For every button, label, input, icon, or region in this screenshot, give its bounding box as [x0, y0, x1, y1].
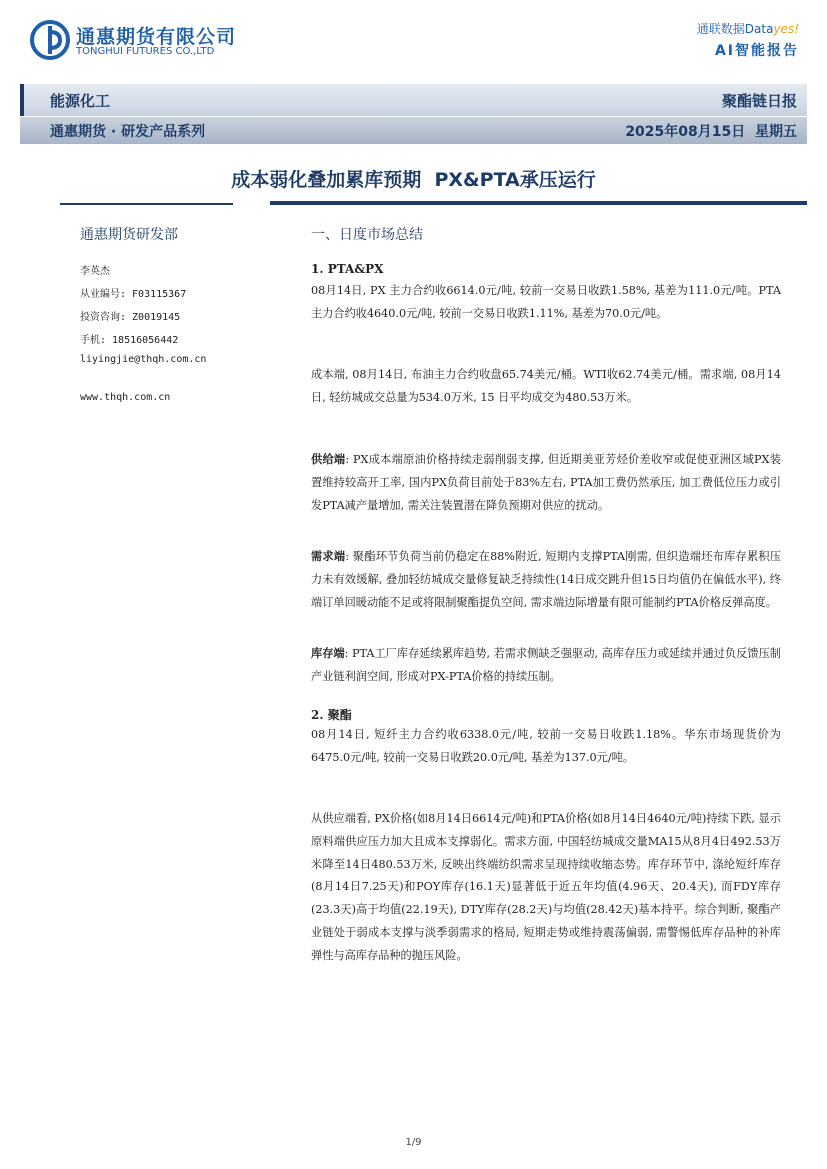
analyst-phone: 手机: 18516056442 [80, 335, 179, 346]
analyst-consult-id: 投资咨询: Z0019145 [80, 312, 181, 323]
report-title: 成本弱化叠加累库预期 PX&PTA承压运行 [231, 169, 596, 191]
report-type-label: 聚酯链日报 [721, 92, 797, 110]
page-number: 1/9 [405, 1137, 422, 1148]
paragraph-cost-demand: 成本端, 08月14日, 布油主力合约收盘65.74美元/桶。WTI收62.74美元/桶。需求端, 08月14日, 轻纺城成交总量为534.0万米, 15 日平均成交为480.53万米。 [311, 368, 781, 404]
paragraph-staple-fiber: 08月14日, 短纤主力合约收6338.0元/吨, 较前一交易日收跌1.18%。华东市场现货价为6475.0元/吨, 较前一交易日收跌20.0元/吨, 基差为137.0元/吨。 [311, 728, 781, 764]
subheading-pta-px: 1. PTA&PX [311, 262, 384, 276]
inventory-lead: 库存端 [311, 646, 345, 660]
datayes-logo [697, 20, 799, 37]
company-name-en: TONGHUI FUTURES CO.,LTD [76, 46, 215, 57]
analyst-name: 李英杰 [80, 266, 110, 277]
paragraph-inventory [311, 642, 781, 689]
series-label: 通惠期货 · 研发产品系列 [50, 124, 206, 140]
supply-text: : PX成本端原油价格持续走弱削弱支撑, 但近期美亚芳烃价差收窄或促使亚洲区域PX装置维持较高开工率, 国内PX负荷目前处于83%左右, PTA加工费仍然承压, 加工费低位压力或引发PTA减产量增加, 需关注装置潜在降负预期对供应的扰动。 [311, 453, 781, 512]
subheading-polyester: 2. 聚酯 [311, 708, 352, 722]
paragraph-analysis: 从供应端看, PX价格(如8月14日6614元/吨)和PTA价格(如8月14日4640元/吨)持续下跌, 显示原料端供应压力加大且成本支撑弱化。需求方面, 中国轻纺城成交量MA15从8月4日492.53万米降至14日480.53万米, 反映出终端纺织需求呈现持续收缩态势。库存环节中, 涤纶短纤库存(8月14日7.25天)和POY库存(16.1天)显著低于近五年均值(4.96天、20.4天), 而FDY库存(23.3天)高于均值(22.19天), DTY库存(28.2天)与均值(28.42天)基本持平。综合判断, 聚酯产业链处于弱成本支撑与淡季弱需求的格局, 短期走势或维持震荡偏弱, 需警惕低库存品种的补库弹性与高库存品种的抛压风险。 [311, 812, 781, 962]
demand-text: : 聚酯环节负荷当前仍稳定在88%附近, 短期内支撑PTA刚需, 但织造端坯布库存累积压力未有效缓解, 叠加轻纺城成交量修复缺乏持续性(14日成交跳升但15日均值仍在偏低水平), 终端订单回暖动能不足或将限制聚酯提负空间, 需求端边际增量有限可能制约PTA价格反弹高度。 [311, 550, 781, 609]
company-logo-icon [30, 20, 70, 60]
supply-lead: 供给端 [311, 452, 346, 466]
paragraph-futures: 08月14日, PX 主力合约收6614.0元/吨, 较前一交易日收跌1.58%, 基差为111.0元/吨。PTA 主力合约收4640.0元/吨, 较前一交易日收跌1.11%, 基差为70.0元/吨。 [311, 284, 781, 320]
sector-label: 能源化工 [50, 92, 111, 110]
paragraph-supply [311, 448, 781, 517]
report-date: 2025年08月15日 星期五 [625, 124, 797, 140]
datayes-suffix: yes! [773, 22, 799, 36]
company-name-cn: 通惠期货有限公司 [76, 26, 237, 48]
sector-band [20, 84, 807, 116]
main-divider [270, 201, 807, 205]
section-heading: 一、日度市场总结 [311, 227, 423, 243]
analyst-qualification: 从业编号: F03115367 [80, 289, 187, 300]
company-website[interactable]: www.thqh.com.cn [80, 392, 171, 403]
datayes-prefix: 通联数据Data [696, 22, 774, 36]
ai-report-label: AI智能报告 [714, 43, 799, 59]
inventory-text: : PTA工厂库存延续累库趋势, 若需求侧缺乏强驱动, 高库存压力或延续并通过负反馈压制产业链利润空间, 形成对PX-PTA价格的持续压制。 [311, 647, 781, 683]
demand-lead: 需求端 [311, 549, 346, 563]
paragraph-demand [311, 545, 781, 614]
sidebar-divider [60, 203, 233, 205]
analyst-email[interactable]: liyingjie@thqh.com.cn [80, 354, 207, 365]
department-name: 通惠期货研发部 [80, 227, 178, 243]
